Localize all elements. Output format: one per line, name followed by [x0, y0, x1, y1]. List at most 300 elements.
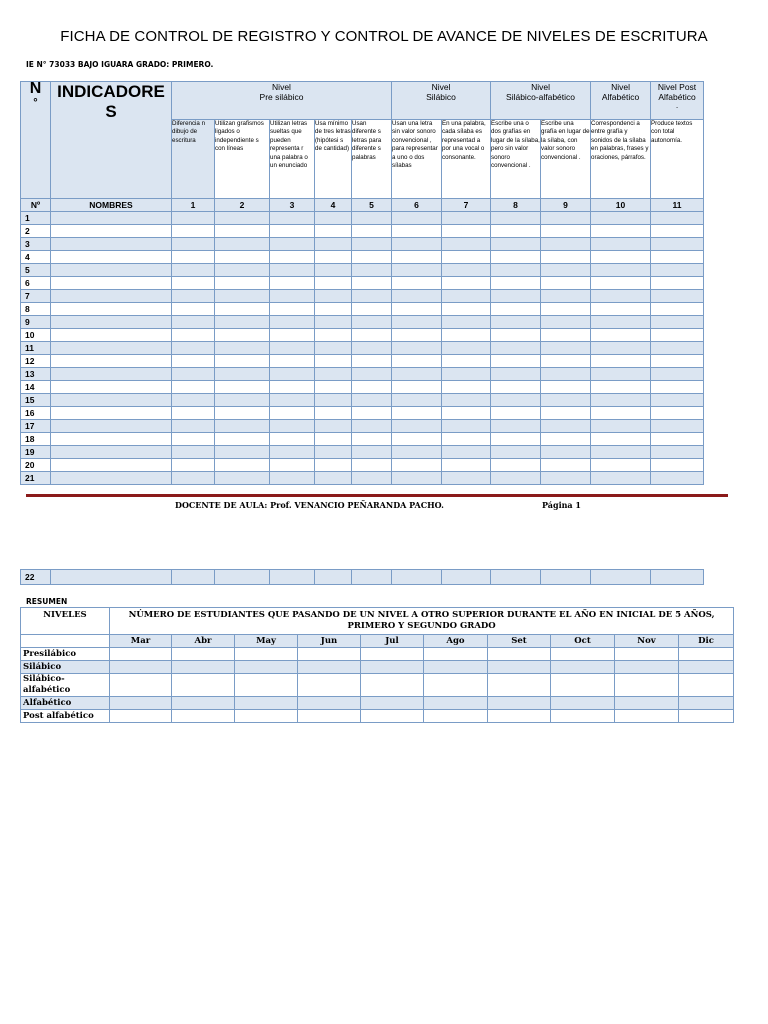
month-count-cell[interactable] — [488, 710, 551, 723]
indicator-cell[interactable] — [352, 394, 392, 407]
indicator-cell[interactable] — [315, 238, 352, 251]
month-count-cell[interactable] — [615, 648, 679, 661]
month-count-cell[interactable] — [235, 697, 298, 710]
indicator-cell[interactable] — [315, 394, 352, 407]
indicator-cell[interactable] — [352, 368, 392, 381]
indicator-cell[interactable] — [270, 329, 315, 342]
indicator-cell[interactable] — [491, 446, 541, 459]
indicator-cell[interactable] — [270, 290, 315, 303]
indicator-cell[interactable] — [215, 238, 270, 251]
indicator-cell[interactable] — [172, 420, 215, 433]
indicator-cell[interactable] — [392, 238, 442, 251]
indicator-cell[interactable] — [591, 472, 651, 485]
indicator-cell[interactable] — [215, 407, 270, 420]
indicator-cell[interactable] — [491, 316, 541, 329]
indicator-cell[interactable] — [591, 277, 651, 290]
indicator-cell[interactable] — [172, 472, 215, 485]
indicator-cell[interactable] — [541, 570, 591, 585]
indicator-cell[interactable] — [215, 472, 270, 485]
indicator-cell[interactable] — [651, 342, 704, 355]
indicator-cell[interactable] — [442, 264, 491, 277]
indicator-cell[interactable] — [315, 446, 352, 459]
student-name-cell[interactable] — [51, 472, 172, 485]
month-count-cell[interactable] — [615, 661, 679, 674]
indicator-cell[interactable] — [270, 407, 315, 420]
month-count-cell[interactable] — [679, 697, 734, 710]
month-count-cell[interactable] — [298, 697, 361, 710]
indicator-cell[interactable] — [392, 570, 442, 585]
indicator-cell[interactable] — [352, 303, 392, 316]
indicator-cell[interactable] — [352, 420, 392, 433]
month-count-cell[interactable] — [679, 661, 734, 674]
indicator-cell[interactable] — [651, 472, 704, 485]
indicator-cell[interactable] — [541, 251, 591, 264]
indicator-cell[interactable] — [215, 290, 270, 303]
indicator-cell[interactable] — [442, 238, 491, 251]
indicator-cell[interactable] — [442, 570, 491, 585]
indicator-cell[interactable] — [172, 459, 215, 472]
indicator-cell[interactable] — [392, 264, 442, 277]
indicator-cell[interactable] — [442, 342, 491, 355]
indicator-cell[interactable] — [352, 446, 392, 459]
month-count-cell[interactable] — [361, 661, 424, 674]
month-count-cell[interactable] — [679, 648, 734, 661]
month-count-cell[interactable] — [361, 674, 424, 697]
indicator-cell[interactable] — [315, 368, 352, 381]
indicator-cell[interactable] — [315, 225, 352, 238]
indicator-cell[interactable] — [215, 420, 270, 433]
indicator-cell[interactable] — [352, 212, 392, 225]
indicator-cell[interactable] — [651, 277, 704, 290]
indicator-cell[interactable] — [352, 290, 392, 303]
month-count-cell[interactable] — [488, 661, 551, 674]
indicator-cell[interactable] — [541, 394, 591, 407]
indicator-cell[interactable] — [215, 316, 270, 329]
student-name-cell[interactable] — [51, 212, 172, 225]
indicator-cell[interactable] — [541, 446, 591, 459]
indicator-cell[interactable] — [352, 472, 392, 485]
indicator-cell[interactable] — [442, 381, 491, 394]
indicator-cell[interactable] — [315, 303, 352, 316]
indicator-cell[interactable] — [172, 238, 215, 251]
month-count-cell[interactable] — [551, 674, 615, 697]
indicator-cell[interactable] — [172, 303, 215, 316]
indicator-cell[interactable] — [442, 225, 491, 238]
indicator-cell[interactable] — [591, 212, 651, 225]
indicator-cell[interactable] — [315, 329, 352, 342]
indicator-cell[interactable] — [352, 264, 392, 277]
indicator-cell[interactable] — [541, 420, 591, 433]
indicator-cell[interactable] — [352, 342, 392, 355]
indicator-cell[interactable] — [172, 433, 215, 446]
indicator-cell[interactable] — [352, 316, 392, 329]
indicator-cell[interactable] — [651, 329, 704, 342]
indicator-cell[interactable] — [442, 212, 491, 225]
indicator-cell[interactable] — [315, 472, 352, 485]
indicator-cell[interactable] — [315, 420, 352, 433]
indicator-cell[interactable] — [172, 381, 215, 394]
student-name-cell[interactable] — [51, 329, 172, 342]
indicator-cell[interactable] — [270, 394, 315, 407]
indicator-cell[interactable] — [315, 355, 352, 368]
indicator-cell[interactable] — [591, 433, 651, 446]
indicator-cell[interactable] — [215, 355, 270, 368]
indicator-cell[interactable] — [651, 355, 704, 368]
indicator-cell[interactable] — [215, 212, 270, 225]
indicator-cell[interactable] — [651, 368, 704, 381]
month-count-cell[interactable] — [298, 710, 361, 723]
student-name-cell[interactable] — [51, 303, 172, 316]
indicator-cell[interactable] — [651, 251, 704, 264]
indicator-cell[interactable] — [315, 264, 352, 277]
indicator-cell[interactable] — [172, 277, 215, 290]
indicator-cell[interactable] — [491, 407, 541, 420]
indicator-cell[interactable] — [491, 394, 541, 407]
indicator-cell[interactable] — [442, 407, 491, 420]
indicator-cell[interactable] — [315, 316, 352, 329]
indicator-cell[interactable] — [591, 264, 651, 277]
indicator-cell[interactable] — [270, 459, 315, 472]
month-count-cell[interactable] — [172, 697, 235, 710]
indicator-cell[interactable] — [270, 381, 315, 394]
indicator-cell[interactable] — [442, 329, 491, 342]
indicator-cell[interactable] — [591, 251, 651, 264]
month-count-cell[interactable] — [424, 648, 488, 661]
indicator-cell[interactable] — [491, 225, 541, 238]
indicator-cell[interactable] — [591, 446, 651, 459]
indicator-cell[interactable] — [172, 264, 215, 277]
indicator-cell[interactable] — [172, 368, 215, 381]
indicator-cell[interactable] — [591, 420, 651, 433]
student-name-cell[interactable] — [51, 264, 172, 277]
indicator-cell[interactable] — [491, 355, 541, 368]
indicator-cell[interactable] — [270, 316, 315, 329]
indicator-cell[interactable] — [541, 368, 591, 381]
indicator-cell[interactable] — [442, 355, 491, 368]
indicator-cell[interactable] — [491, 342, 541, 355]
indicator-cell[interactable] — [315, 342, 352, 355]
indicator-cell[interactable] — [270, 303, 315, 316]
indicator-cell[interactable] — [651, 381, 704, 394]
indicator-cell[interactable] — [270, 225, 315, 238]
indicator-cell[interactable] — [651, 433, 704, 446]
indicator-cell[interactable] — [541, 225, 591, 238]
indicator-cell[interactable] — [352, 238, 392, 251]
indicator-cell[interactable] — [392, 251, 442, 264]
indicator-cell[interactable] — [172, 355, 215, 368]
indicator-cell[interactable] — [215, 225, 270, 238]
indicator-cell[interactable] — [352, 407, 392, 420]
indicator-cell[interactable] — [651, 212, 704, 225]
indicator-cell[interactable] — [442, 459, 491, 472]
month-count-cell[interactable] — [615, 697, 679, 710]
month-count-cell[interactable] — [551, 710, 615, 723]
indicator-cell[interactable] — [270, 212, 315, 225]
month-count-cell[interactable] — [172, 674, 235, 697]
indicator-cell[interactable] — [270, 264, 315, 277]
student-name-cell[interactable] — [51, 433, 172, 446]
indicator-cell[interactable] — [591, 407, 651, 420]
indicator-cell[interactable] — [591, 290, 651, 303]
month-count-cell[interactable] — [361, 648, 424, 661]
indicator-cell[interactable] — [215, 446, 270, 459]
student-name-cell[interactable] — [51, 277, 172, 290]
student-name-cell[interactable] — [51, 368, 172, 381]
indicator-cell[interactable] — [541, 303, 591, 316]
indicator-cell[interactable] — [491, 238, 541, 251]
indicator-cell[interactable] — [541, 264, 591, 277]
indicator-cell[interactable] — [172, 212, 215, 225]
month-count-cell[interactable] — [172, 661, 235, 674]
indicator-cell[interactable] — [491, 329, 541, 342]
indicator-cell[interactable] — [352, 225, 392, 238]
month-count-cell[interactable] — [679, 710, 734, 723]
indicator-cell[interactable] — [392, 394, 442, 407]
indicator-cell[interactable] — [491, 459, 541, 472]
indicator-cell[interactable] — [651, 303, 704, 316]
indicator-cell[interactable] — [491, 277, 541, 290]
indicator-cell[interactable] — [651, 264, 704, 277]
indicator-cell[interactable] — [442, 368, 491, 381]
indicator-cell[interactable] — [215, 570, 270, 585]
month-count-cell[interactable] — [424, 661, 488, 674]
indicator-cell[interactable] — [315, 570, 352, 585]
indicator-cell[interactable] — [172, 394, 215, 407]
indicator-cell[interactable] — [541, 433, 591, 446]
indicator-cell[interactable] — [215, 381, 270, 394]
indicator-cell[interactable] — [442, 394, 491, 407]
indicator-cell[interactable] — [172, 329, 215, 342]
indicator-cell[interactable] — [392, 472, 442, 485]
indicator-cell[interactable] — [315, 277, 352, 290]
indicator-cell[interactable] — [392, 316, 442, 329]
month-count-cell[interactable] — [488, 674, 551, 697]
indicator-cell[interactable] — [541, 472, 591, 485]
indicator-cell[interactable] — [392, 381, 442, 394]
indicator-cell[interactable] — [392, 446, 442, 459]
month-count-cell[interactable] — [110, 674, 172, 697]
student-name-cell[interactable] — [51, 225, 172, 238]
indicator-cell[interactable] — [591, 355, 651, 368]
indicator-cell[interactable] — [442, 316, 491, 329]
indicator-cell[interactable] — [352, 251, 392, 264]
indicator-cell[interactable] — [392, 368, 442, 381]
indicator-cell[interactable] — [270, 433, 315, 446]
indicator-cell[interactable] — [270, 446, 315, 459]
indicator-cell[interactable] — [541, 277, 591, 290]
month-count-cell[interactable] — [110, 661, 172, 674]
indicator-cell[interactable] — [651, 446, 704, 459]
indicator-cell[interactable] — [392, 225, 442, 238]
indicator-cell[interactable] — [392, 212, 442, 225]
indicator-cell[interactable] — [215, 264, 270, 277]
indicator-cell[interactable] — [591, 316, 651, 329]
indicator-cell[interactable] — [442, 472, 491, 485]
indicator-cell[interactable] — [442, 290, 491, 303]
indicator-cell[interactable] — [172, 316, 215, 329]
indicator-cell[interactable] — [491, 212, 541, 225]
month-count-cell[interactable] — [172, 648, 235, 661]
indicator-cell[interactable] — [541, 212, 591, 225]
month-count-cell[interactable] — [110, 648, 172, 661]
indicator-cell[interactable] — [315, 212, 352, 225]
indicator-cell[interactable] — [215, 459, 270, 472]
indicator-cell[interactable] — [591, 394, 651, 407]
indicator-cell[interactable] — [392, 342, 442, 355]
month-count-cell[interactable] — [424, 697, 488, 710]
indicator-cell[interactable] — [541, 238, 591, 251]
student-name-cell[interactable] — [51, 459, 172, 472]
month-count-cell[interactable] — [172, 710, 235, 723]
indicator-cell[interactable] — [172, 290, 215, 303]
indicator-cell[interactable] — [591, 570, 651, 585]
indicator-cell[interactable] — [352, 570, 392, 585]
month-count-cell[interactable] — [551, 648, 615, 661]
month-count-cell[interactable] — [235, 674, 298, 697]
student-name-cell[interactable] — [51, 394, 172, 407]
indicator-cell[interactable] — [591, 381, 651, 394]
indicator-cell[interactable] — [651, 316, 704, 329]
indicator-cell[interactable] — [270, 570, 315, 585]
month-count-cell[interactable] — [551, 661, 615, 674]
indicator-cell[interactable] — [392, 433, 442, 446]
indicator-cell[interactable] — [270, 368, 315, 381]
month-count-cell[interactable] — [615, 710, 679, 723]
month-count-cell[interactable] — [298, 661, 361, 674]
indicator-cell[interactable] — [591, 225, 651, 238]
indicator-cell[interactable] — [651, 394, 704, 407]
indicator-cell[interactable] — [491, 381, 541, 394]
indicator-cell[interactable] — [215, 342, 270, 355]
indicator-cell[interactable] — [491, 472, 541, 485]
month-count-cell[interactable] — [361, 697, 424, 710]
indicator-cell[interactable] — [315, 290, 352, 303]
indicator-cell[interactable] — [491, 303, 541, 316]
month-count-cell[interactable] — [110, 697, 172, 710]
indicator-cell[interactable] — [442, 251, 491, 264]
indicator-cell[interactable] — [270, 238, 315, 251]
indicator-cell[interactable] — [591, 459, 651, 472]
student-name-cell[interactable] — [51, 420, 172, 433]
indicator-cell[interactable] — [172, 342, 215, 355]
indicator-cell[interactable] — [392, 290, 442, 303]
indicator-cell[interactable] — [270, 420, 315, 433]
indicator-cell[interactable] — [392, 459, 442, 472]
indicator-cell[interactable] — [591, 329, 651, 342]
indicator-cell[interactable] — [491, 368, 541, 381]
indicator-cell[interactable] — [651, 290, 704, 303]
month-count-cell[interactable] — [424, 710, 488, 723]
month-count-cell[interactable] — [488, 648, 551, 661]
indicator-cell[interactable] — [491, 251, 541, 264]
indicator-cell[interactable] — [491, 290, 541, 303]
indicator-cell[interactable] — [651, 459, 704, 472]
indicator-cell[interactable] — [352, 277, 392, 290]
indicator-cell[interactable] — [392, 277, 442, 290]
indicator-cell[interactable] — [392, 420, 442, 433]
indicator-cell[interactable] — [172, 446, 215, 459]
indicator-cell[interactable] — [541, 342, 591, 355]
indicator-cell[interactable] — [442, 446, 491, 459]
student-name-cell[interactable] — [51, 355, 172, 368]
indicator-cell[interactable] — [315, 381, 352, 394]
indicator-cell[interactable] — [172, 251, 215, 264]
indicator-cell[interactable] — [352, 329, 392, 342]
month-count-cell[interactable] — [298, 674, 361, 697]
indicator-cell[interactable] — [315, 251, 352, 264]
indicator-cell[interactable] — [491, 570, 541, 585]
indicator-cell[interactable] — [541, 381, 591, 394]
indicator-cell[interactable] — [215, 277, 270, 290]
month-count-cell[interactable] — [361, 710, 424, 723]
indicator-cell[interactable] — [541, 329, 591, 342]
indicator-cell[interactable] — [352, 433, 392, 446]
month-count-cell[interactable] — [298, 648, 361, 661]
indicator-cell[interactable] — [215, 394, 270, 407]
indicator-cell[interactable] — [651, 238, 704, 251]
indicator-cell[interactable] — [651, 225, 704, 238]
indicator-cell[interactable] — [270, 251, 315, 264]
indicator-cell[interactable] — [392, 303, 442, 316]
student-name-cell[interactable] — [51, 238, 172, 251]
month-count-cell[interactable] — [110, 710, 172, 723]
month-count-cell[interactable] — [679, 674, 734, 697]
indicator-cell[interactable] — [651, 407, 704, 420]
indicator-cell[interactable] — [215, 303, 270, 316]
indicator-cell[interactable] — [541, 407, 591, 420]
indicator-cell[interactable] — [442, 303, 491, 316]
month-count-cell[interactable] — [235, 648, 298, 661]
indicator-cell[interactable] — [392, 329, 442, 342]
indicator-cell[interactable] — [172, 407, 215, 420]
month-count-cell[interactable] — [551, 697, 615, 710]
indicator-cell[interactable] — [491, 420, 541, 433]
indicator-cell[interactable] — [270, 355, 315, 368]
indicator-cell[interactable] — [392, 355, 442, 368]
student-name-cell[interactable] — [51, 316, 172, 329]
indicator-cell[interactable] — [491, 433, 541, 446]
indicator-cell[interactable] — [270, 472, 315, 485]
indicator-cell[interactable] — [591, 342, 651, 355]
indicator-cell[interactable] — [352, 459, 392, 472]
month-count-cell[interactable] — [424, 674, 488, 697]
indicator-cell[interactable] — [541, 316, 591, 329]
indicator-cell[interactable] — [215, 251, 270, 264]
indicator-cell[interactable] — [392, 407, 442, 420]
indicator-cell[interactable] — [172, 225, 215, 238]
indicator-cell[interactable] — [541, 290, 591, 303]
student-name-cell[interactable] — [51, 446, 172, 459]
indicator-cell[interactable] — [315, 433, 352, 446]
indicator-cell[interactable] — [315, 459, 352, 472]
indicator-cell[interactable] — [591, 238, 651, 251]
indicator-cell[interactable] — [172, 570, 215, 585]
month-count-cell[interactable] — [235, 661, 298, 674]
student-name-cell[interactable] — [51, 290, 172, 303]
indicator-cell[interactable] — [591, 303, 651, 316]
month-count-cell[interactable] — [615, 674, 679, 697]
student-name-cell[interactable] — [51, 342, 172, 355]
student-name-cell[interactable] — [51, 251, 172, 264]
indicator-cell[interactable] — [215, 368, 270, 381]
indicator-cell[interactable] — [352, 355, 392, 368]
indicator-cell[interactable] — [491, 264, 541, 277]
indicator-cell[interactable] — [215, 329, 270, 342]
indicator-cell[interactable] — [442, 433, 491, 446]
student-name-cell[interactable] — [51, 570, 172, 585]
indicator-cell[interactable] — [270, 342, 315, 355]
indicator-cell[interactable] — [442, 277, 491, 290]
